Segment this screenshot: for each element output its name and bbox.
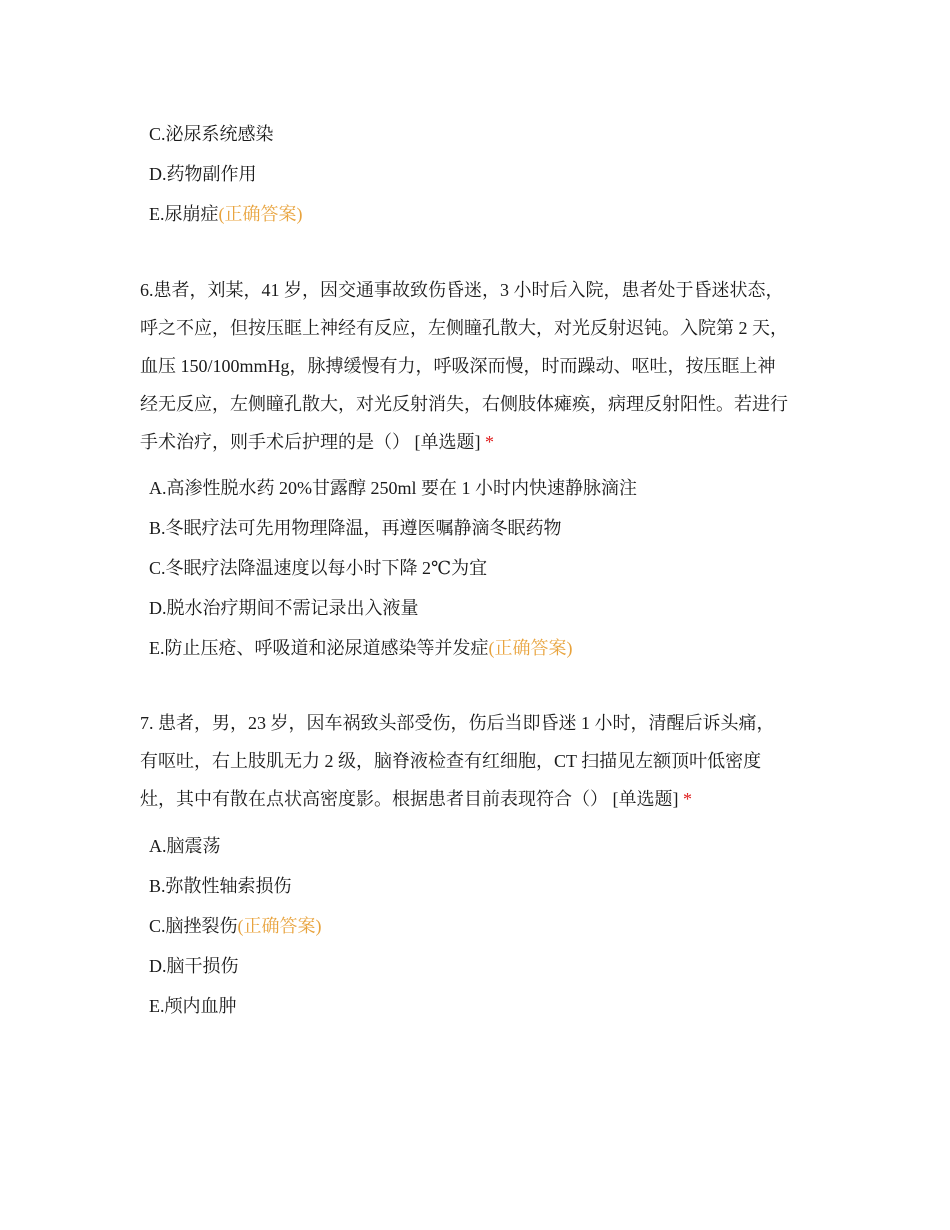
question-type-tag: [单选题] <box>414 432 481 452</box>
option-b <box>149 508 637 548</box>
correct-answer-tag: (正确答案) <box>237 916 322 936</box>
option-d <box>149 588 637 628</box>
question-6-line: 呼之不应，但按压眶上神经有反应，左侧瞳孔散大，对光反射迟钝。入院第 2 天， <box>140 318 788 338</box>
option-label: A.脑震荡 <box>149 836 221 856</box>
question-6-line: 6.患者，刘某，41 岁，因交通事故致伤昏迷，3 小时后入院，患者处于昏迷状态， <box>140 280 784 300</box>
option-a <box>149 468 637 508</box>
option-e <box>149 628 637 668</box>
question-6-line-last <box>140 423 820 461</box>
required-mark: * <box>485 432 494 452</box>
question-6-line: 血压 150/100mmHg，脉搏缓慢有力，呼吸深而慢，时而躁动、呕吐，按压眶上神 <box>140 356 776 376</box>
question-7-stem <box>140 704 820 818</box>
question-7-line: 7. 患者，男，23 岁，因车祸致头部受伤，伤后当即昏迷 1 小时，清醒后诉头痛， <box>140 713 775 733</box>
question-7-line: 有呕吐，右上肢肌无力 2 级，脑脊液检查有红细胞，CT 扫描见左额顶叶低密度 <box>140 751 762 771</box>
option-label: B.冬眠疗法可先用物理降温，再遵医嘱静滴冬眠药物 <box>149 518 562 538</box>
option-label: E.颅内血肿 <box>149 996 237 1016</box>
option-c <box>149 114 303 154</box>
question-5-options <box>149 114 303 234</box>
option-label: E.尿崩症 <box>149 204 219 224</box>
option-d <box>149 946 322 986</box>
option-e <box>149 986 322 1026</box>
option-label: C.冬眠疗法降温速度以每小时下降 2℃为宜 <box>149 558 488 578</box>
question-6-options <box>149 468 637 668</box>
option-c <box>149 548 637 588</box>
option-label: D.脑干损伤 <box>149 956 239 976</box>
option-e <box>149 194 303 234</box>
question-6-line: 手术治疗，则手术后护理的是（） <box>140 432 410 452</box>
required-mark: * <box>683 789 692 809</box>
option-label: D.药物副作用 <box>149 164 257 184</box>
option-label: C.泌尿系统感染 <box>149 124 274 144</box>
option-label: A.高渗性脱水药 20%甘露醇 250ml 要在 1 小时内快速静脉滴注 <box>149 478 637 498</box>
correct-answer-tag: (正确答案) <box>218 204 303 224</box>
option-label: E.防止压疮、呼吸道和泌尿道感染等并发症 <box>149 638 489 658</box>
option-a <box>149 826 322 866</box>
correct-answer-tag: (正确答案) <box>488 638 573 658</box>
option-c <box>149 906 322 946</box>
option-label: C.脑挫裂伤 <box>149 916 238 936</box>
question-6-stem <box>140 271 820 461</box>
option-label: D.脱水治疗期间不需记录出入液量 <box>149 598 419 618</box>
question-type-tag: [单选题] <box>612 789 679 809</box>
option-label: B.弥散性轴索损伤 <box>149 876 292 896</box>
question-7-line-last <box>140 780 820 818</box>
option-d <box>149 154 303 194</box>
option-b <box>149 866 322 906</box>
question-7-line: 灶，其中有散在点状高密度影。根据患者目前表现符合（） <box>140 789 608 809</box>
question-7-options <box>149 826 322 1026</box>
question-6-line: 经无反应，左侧瞳孔散大，对光反射消失，右侧肢体瘫痪，病理反射阳性。若进行 <box>140 394 788 414</box>
